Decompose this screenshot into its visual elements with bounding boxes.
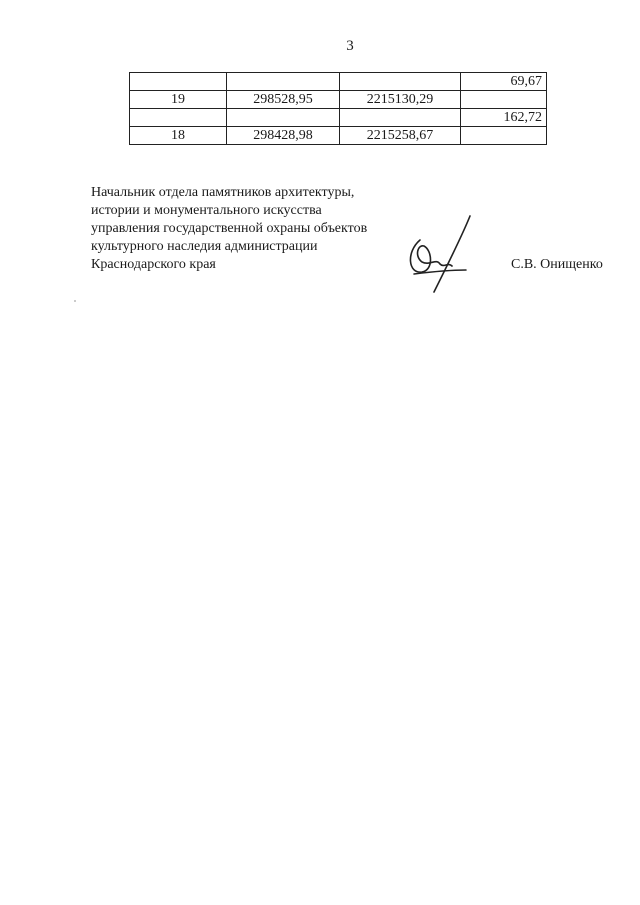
table-cell: [461, 127, 547, 145]
table-cell: 298428,98: [227, 127, 340, 145]
table-row: [130, 73, 547, 91]
position-line: Краснодарского края: [91, 257, 216, 272]
table-cell: [461, 91, 547, 109]
table-cell: [227, 109, 340, 127]
table-cell: 2215258,67: [340, 127, 461, 145]
signer-position: [91, 184, 367, 274]
position-line: истории и монументального искусства: [91, 203, 322, 218]
table-cell: 162,72: [461, 109, 547, 127]
table-cell: [340, 109, 461, 127]
table-row: [130, 109, 547, 127]
position-line: управления государственной охраны объектов: [91, 221, 368, 236]
table-row: [130, 127, 547, 145]
position-line: Начальник отдела памятников архитектуры,: [91, 185, 355, 200]
table-cell: 19: [130, 91, 227, 109]
table-cell: [130, 109, 227, 127]
table-cell: 298528,95: [227, 91, 340, 109]
table-cell: [130, 73, 227, 91]
table-cell: [340, 73, 461, 91]
coordinates-table: [129, 72, 547, 145]
position-line: культурного наследия администрации: [91, 239, 318, 254]
scan-speck: [74, 300, 76, 302]
table-cell: [227, 73, 340, 91]
handwritten-signature: [400, 212, 490, 296]
table-cell: 69,67: [461, 73, 547, 91]
page-number: 3: [346, 38, 354, 54]
table-cell: 2215130,29: [340, 91, 461, 109]
signer-name: С.В. Онищенко: [511, 257, 603, 272]
table-cell: 18: [130, 127, 227, 145]
table-row: [130, 91, 547, 109]
